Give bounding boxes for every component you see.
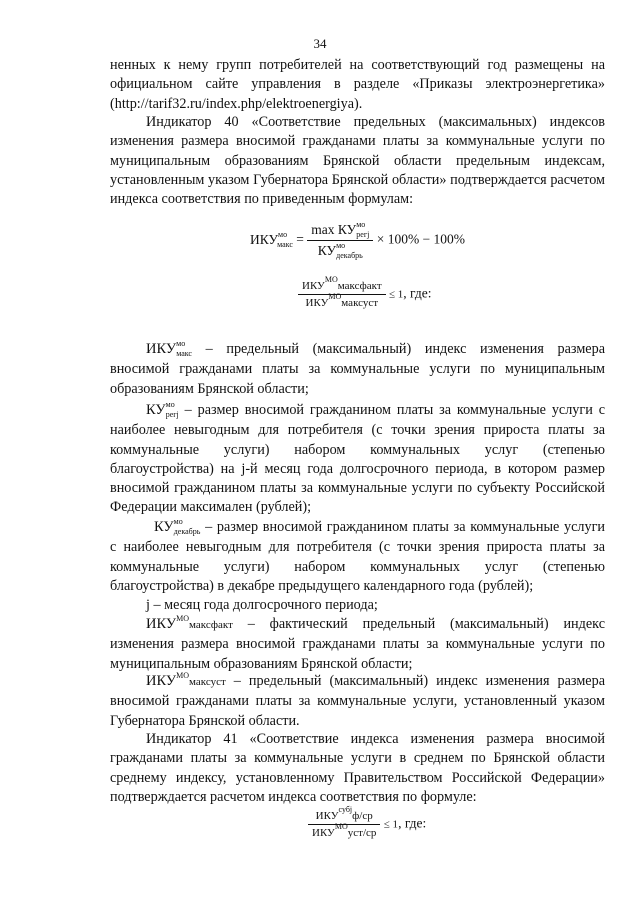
definition-iku-maksust: $ИКУ^{МО}максуст$ – предельный (максимальный) индекс изменения размера вносимой гражданами платы за коммунальные услуги, установленный указом Губернатора Брянской области. [110,671,605,729]
formula-3 [308,805,427,839]
formula-3-where: , где: [398,815,427,831]
indicator-40-paragraph: Индикатор 40 «Соответствие предельных (максимальных) индексов изменения размера вносимой гражданами платы за коммунальные услуги по муниципальным образованиям Брянской области предельным индексам, установленным указом Губернатора Брянской области» подтверждается расчетом индекса соответствия по приведенным формулам: [110,114,605,208]
formula-2 [298,275,432,309]
definition-ku-dekabr: $КУ^{мо}_{декабрь}$ – размер вносимой гражданином платы за коммунальные услуги с наиболее невыгодным для потребителя (с точки зрения прироста платы за коммунальные услуги) набором коммунальных услуг (степенью благоустройства) в декабре предыдущего календарного года (рублей); [110,517,605,594]
definition-ku-regj: $КУ^{мо}_{регj}$ – размер вносимой гражданином платы за коммунальные услуги с наиболее невыгодным для потребителя (с точки зрения прироста платы за коммунальные услуги) набором коммунальных услуг (степенью благоустройства) на j-й месяц года долгосрочного периода, в котором размер вносимой гражданином платы за коммунальные услуги по субъекту Российской Федерации максимален (рублей); [110,400,605,516]
page-number: 34 [313,36,327,51]
definition-iku-maks: $ИКУ^{мо}_{макс}$ – предельный (максимальный) индекс изменения размера вносимой гражданами платы за коммунальные услуги по муниципальным образованиям Брянской области; [110,339,605,397]
formula-2-fraction: $\frac{ИКУ^{МО}максфакт}{ИКУ^{МО}максуст}$ [298,280,386,309]
formula-1-fraction: $\frac{\max КУ^{мо}_{регj}}{КУ^{мо}_{декабрь}}$ [307,222,373,259]
formula-1-lhs: $ИКУ^{мо}_{макс}$ [250,229,293,249]
formula-3-relation: ≤ 1 [383,818,399,831]
formula-2-relation: ≤ 1 [389,288,404,301]
definition-iku-maksfakt: $ИКУ^{МО}максфакт$ – фактический предельный (максимальный) индекс изменения размера вносимой гражданами платы за коммунальные услуги по муниципальным образованиям Брянской области; [110,614,605,672]
definition-j: j – месяц года долгосрочного периода; [146,597,378,613]
intro-paragraph: ненных к нему групп потребителей на соответствующий год размещены на официальном сайте управления в разделе «Приказы электроэнергетика» (http://tarif32.ru/index.php/elektroenergiya). [110,57,605,112]
indicator-41-paragraph: Индикатор 41 «Соответствие индекса изменения размера вносимой гражданами платы за коммунальные услуги в среднем по Брянской области среднему индексу, установленному Правительством Российской Федерации» подтверждается расчетом индекса соответствия по формуле: [110,731,605,805]
formula-2-where: , где: [403,285,432,301]
formula-1: $ИКУ^{мо}_{макс}$ = $\frac{\max КУ^{мо}_{регj}}{КУ^{мо}_{декабрь}}$ × 100% − 100% [250,220,466,260]
formula-1-tail: × 100% − 100% [376,231,466,247]
formula-3-fraction: $\frac{ИКУ^{субj}ф/ср}{ИКУ^{МО}уст/ср}$ [308,810,380,839]
